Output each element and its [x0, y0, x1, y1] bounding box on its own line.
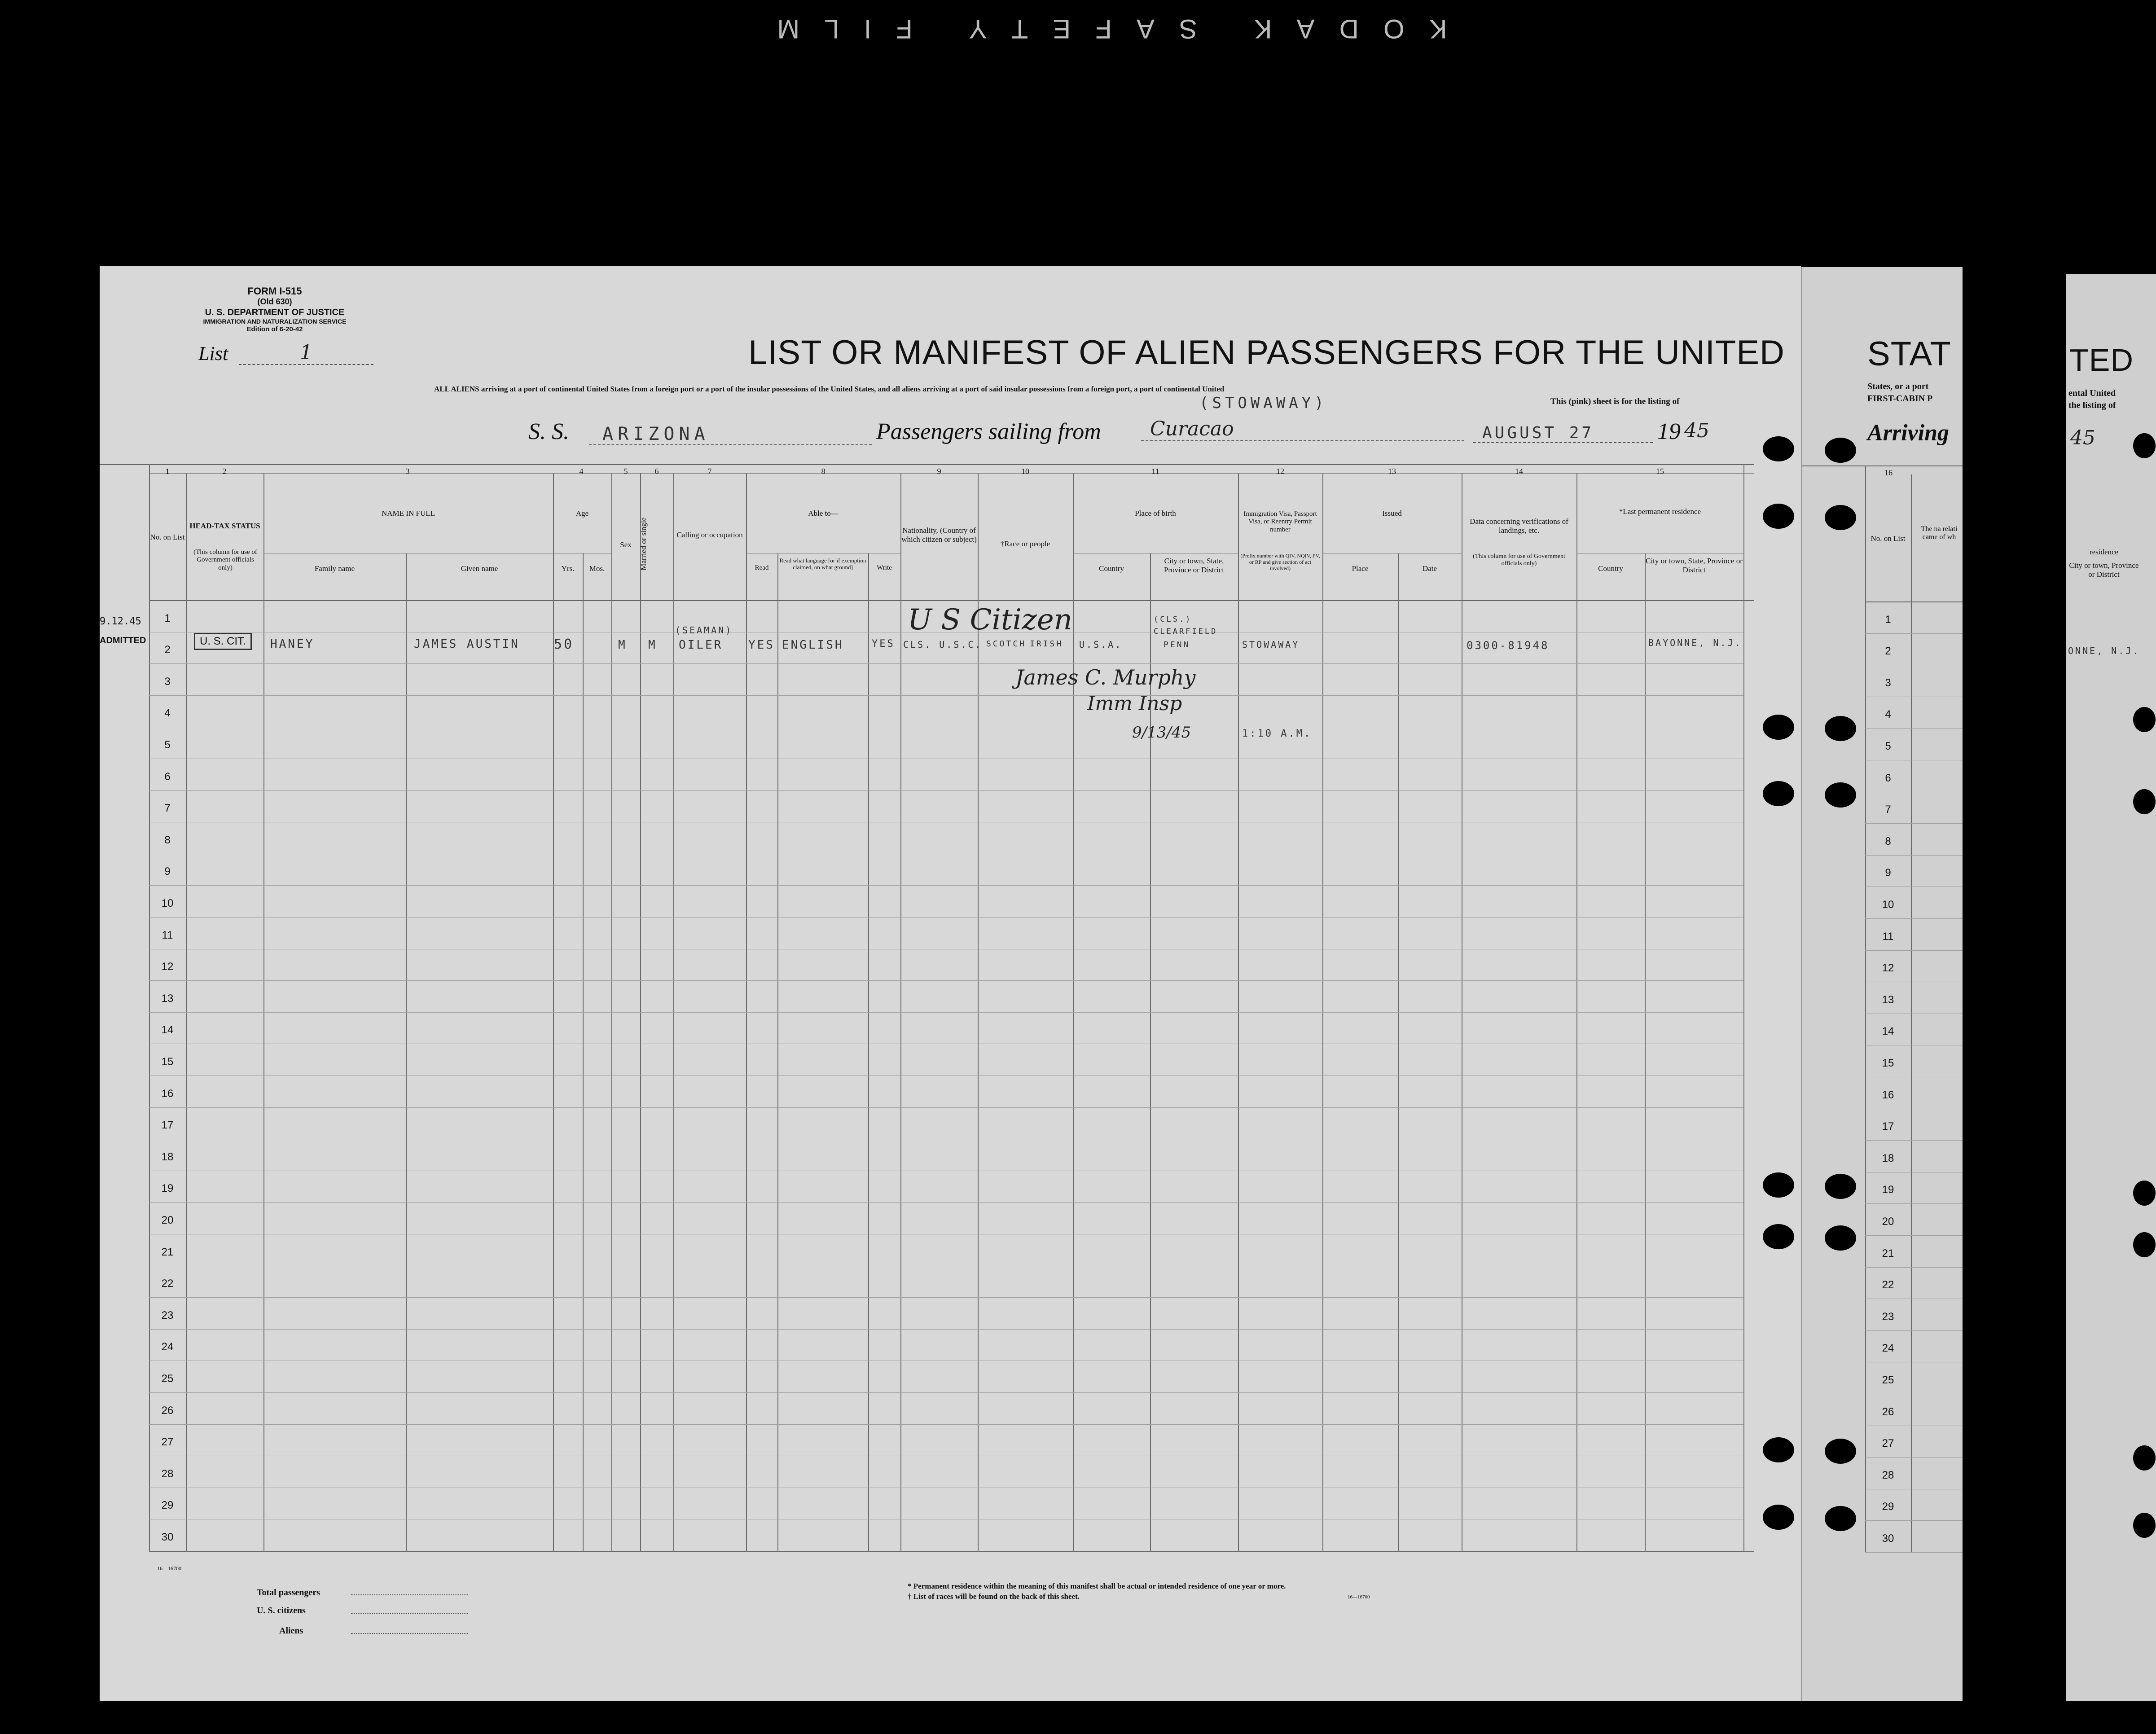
form-number: FORM I-515 [247, 285, 302, 297]
next-sheet-2 [2066, 274, 2156, 1701]
punch-hole [2133, 1232, 2156, 1257]
header-bottom-line [149, 600, 1754, 601]
next-row-number: 17 [1882, 1120, 1894, 1133]
stowaway-note: (STOWAWAY) [1199, 394, 1327, 412]
col-head-able: Able to— [808, 509, 839, 518]
total-passengers-label: Total passengers [257, 1588, 320, 1598]
can-read: YES [748, 638, 775, 652]
aliens-label: Aliens [279, 1626, 303, 1636]
ship-name: ARIZONA [589, 424, 872, 445]
next-sheet [1801, 267, 1963, 1701]
next-sheet-arriving: Arriving [1867, 420, 1950, 446]
col-head-occupation: Calling or occupation [676, 531, 743, 539]
age-years: 50 [554, 637, 574, 652]
given-name: JAMES AUSTIN [414, 637, 520, 651]
next-row-line [1865, 855, 1963, 856]
inspection-time: 1:10 A.M. [1242, 728, 1312, 739]
col-head-name: NAME IN FULL [382, 509, 435, 518]
birth-city-note: (CLS.) CLEARFIELD [1154, 615, 1218, 637]
col-head-tax: HEAD-TAX STATUS [189, 522, 260, 530]
col-head-res-city: City or town, State, Province or District [1646, 557, 1743, 574]
next-row-line [1865, 950, 1963, 951]
sheet2-residence-value: ONNE, N.J. [2068, 645, 2140, 656]
next-sheet-col-line [1865, 465, 1866, 1553]
punch-hole [1825, 438, 1856, 463]
next-row-number: 22 [1882, 1279, 1894, 1291]
row-line [149, 1424, 1743, 1425]
row-number: 8 [164, 834, 171, 846]
punch-hole [1763, 504, 1794, 529]
col-head-age: Age [575, 509, 589, 518]
col-line [868, 553, 869, 1551]
colnum-13: 13 [1388, 467, 1396, 476]
next-row-number: 24 [1882, 1342, 1894, 1354]
next-row-line [1865, 1520, 1963, 1521]
row-line [149, 1297, 1743, 1298]
colnum-5: 5 [624, 467, 628, 476]
row-number: 21 [161, 1246, 174, 1258]
list-value: 1 [239, 341, 373, 365]
colnum-14: 14 [1515, 467, 1523, 476]
punch-hole [1825, 505, 1856, 530]
row-line [149, 1202, 1743, 1203]
row-number: 10 [161, 897, 174, 909]
col-line [1398, 553, 1399, 1551]
punch-hole [1825, 1439, 1856, 1464]
race: SCOTCH [986, 639, 1027, 649]
inspector-signature: James C. Murphy [1015, 665, 1196, 689]
next-row-number: 1 [1885, 614, 1891, 626]
punch-hole [2133, 707, 2156, 732]
row-number: 20 [161, 1214, 174, 1226]
col-head-visa: Immigration Visa, Passport Visa, or Reentry Permit number [1243, 510, 1317, 533]
col-line [1645, 553, 1646, 1551]
occupation: OILER [679, 638, 723, 652]
year-suffix: 45 [1684, 419, 1709, 442]
col-head-yrs: Yrs. [561, 564, 575, 573]
col-head-birthplace: Place of birth [1135, 509, 1176, 518]
departure-port: Curacao [1141, 417, 1464, 441]
manifest-sheet [100, 266, 1801, 1701]
col-head-issued: Issued [1382, 509, 1402, 518]
colnum-6: 6 [654, 467, 659, 476]
col-head-mos: Mos. [589, 564, 605, 573]
colnum-11: 11 [1151, 467, 1159, 476]
colnum-2: 2 [222, 467, 227, 476]
list-label: List [198, 342, 228, 364]
col-head-verification-note: (This column for use of Government officials only) [1473, 553, 1565, 567]
col-head-issued-place: Place [1352, 564, 1369, 573]
col-head-family: Family name [314, 564, 355, 573]
family-name: HANEY [270, 637, 315, 651]
next-row-number: 8 [1885, 835, 1891, 847]
col-head-marital: Married or single [639, 517, 648, 571]
next-row-number: 2 [1885, 645, 1891, 657]
colnum-1: 1 [165, 467, 170, 476]
margin-date: 9.12.45 [100, 616, 141, 627]
col-head-birth-country: Country [1099, 564, 1124, 573]
row-number: 24 [161, 1341, 174, 1353]
row-number: 30 [161, 1531, 174, 1543]
col-head-issued-date: Date [1422, 564, 1437, 573]
row-number: 26 [161, 1405, 174, 1417]
row-line [149, 1392, 1743, 1393]
us-citizen-annotation: U S Citizen [908, 603, 1072, 637]
row-number: 17 [161, 1119, 174, 1131]
colnum-9: 9 [937, 467, 941, 476]
col-head-res-country: Country [1598, 564, 1623, 573]
form-service: IMMIGRATION AND NATURALIZATION SERVICE [203, 317, 347, 325]
row-line [149, 980, 1743, 981]
col-head-birth-city: City or town, State, Province or District [1164, 557, 1225, 574]
punch-hole [2133, 1445, 2156, 1471]
row-number: 18 [161, 1151, 174, 1163]
punch-hole [1825, 1225, 1856, 1251]
next-sheet-sub2: FIRST-CABIN P [1867, 394, 1933, 404]
next-row-line [1865, 1140, 1963, 1141]
row-number: 12 [161, 961, 174, 973]
footnote-races: † List of races will be found on the back of this sheet. [908, 1592, 1080, 1601]
sailing-date: AUGUST 27 [1473, 424, 1653, 443]
colnum-10: 10 [1021, 467, 1029, 476]
film-edge-text: KODAK SAFETY FILM [752, 14, 1447, 44]
col-line [1743, 464, 1744, 1551]
col-head-visa-note: (Prefix number with QIV, NQIV, PV, or RP and give section of act involved) [1240, 553, 1320, 571]
next-row-line [1865, 728, 1963, 729]
next-row-line [1865, 1330, 1963, 1331]
next-row-number: 11 [1882, 931, 1894, 943]
next-row-number: 18 [1882, 1152, 1894, 1164]
row-number: 13 [161, 992, 174, 1005]
col-head-read: Read [755, 564, 769, 571]
print-code: 16—16700 [1348, 1594, 1370, 1600]
us-citizens-label: U. S. citizens [257, 1606, 306, 1615]
punch-hole [1763, 781, 1794, 806]
next-row-number: 21 [1882, 1247, 1894, 1260]
next-row-line [1865, 918, 1963, 919]
row-number: 29 [161, 1499, 174, 1511]
birth-country: U.S.A. [1079, 639, 1123, 650]
verification-data: 0300-81948 [1467, 639, 1550, 652]
punch-hole [1763, 1505, 1794, 1530]
next-row-number: 19 [1882, 1184, 1894, 1196]
manifest-subtitle: ALL ALIENS arriving at a port of continental United States from a foreign port or a port of the insular possessions of the United States, and all aliens arriving at a port of said insular possessions from a foreign port, a port of continental United [434, 385, 1225, 393]
next-sheet-line [1865, 601, 1963, 602]
row-line [149, 695, 1743, 696]
sheet2-sub1: ental United [2068, 388, 2116, 398]
col-line [777, 553, 778, 1551]
row-line [149, 663, 1743, 664]
pink-sheet-note: This (pink) sheet is for the listing of [1550, 397, 1680, 406]
row-number: 19 [161, 1182, 174, 1194]
aliens-field [351, 1633, 468, 1634]
row-number: 7 [164, 802, 171, 814]
footnote-residence: * Permanent residence within the meaning of this manifest shall be actual or intended residence of one year or more. [908, 1582, 1286, 1590]
next-row-number: 23 [1882, 1311, 1894, 1323]
next-sheet-sub1: States, or a port [1867, 382, 1929, 391]
next-row-number: 25 [1882, 1374, 1894, 1386]
nationality: CLS. U.S.C. [903, 639, 983, 650]
inspection-date: 9/13/45 [1132, 724, 1191, 742]
punch-hole [1825, 782, 1856, 808]
next-row-number: 5 [1885, 740, 1891, 752]
colnum-8: 8 [821, 467, 826, 476]
row-line [149, 1329, 1743, 1330]
marital-status: M [648, 638, 657, 652]
sheet2-residence: residence [2089, 548, 2119, 556]
next-row-number: 10 [1882, 899, 1894, 911]
form-edition: Edition of 6-20-42 [246, 325, 303, 333]
next-row-number: 16 [1882, 1089, 1894, 1101]
next-row-number: 27 [1882, 1437, 1894, 1449]
next-row-line [1865, 1235, 1963, 1236]
row-number: 1 [164, 612, 171, 624]
punch-hole [1763, 1437, 1794, 1462]
punch-hole [2133, 433, 2156, 458]
col-head-given: Given name [461, 564, 498, 573]
row-number: 11 [162, 929, 173, 941]
next-row-number: 4 [1885, 708, 1891, 720]
col-head-residence: *Last permanent residence [1619, 507, 1701, 516]
next-row-number: 28 [1882, 1469, 1894, 1481]
colnum-15: 15 [1656, 467, 1664, 476]
next-row-line [1865, 1267, 1963, 1268]
print-code-left: 16—16700 [157, 1565, 181, 1572]
row-number: 23 [161, 1309, 174, 1321]
col-head-verification: Data concerning verifications of landings, etc. [1470, 517, 1568, 535]
colnum-12: 12 [1276, 467, 1284, 476]
col-head-race: †Race or people [1000, 540, 1050, 548]
col-line [406, 553, 407, 1551]
row-number: 9 [164, 865, 171, 878]
row-number: 15 [161, 1056, 174, 1068]
punch-hole [2133, 1181, 2156, 1206]
margin-status: ADMITTED [100, 636, 146, 645]
col-line [583, 553, 584, 1551]
col-head-nationality: Nationality, (Country of which citizen or subject) [901, 526, 977, 544]
sheet2-city-head: City or town, Province or District [2069, 561, 2139, 579]
form-old-number: (Old 630) [257, 297, 292, 307]
next-row-number: 13 [1882, 994, 1894, 1006]
punch-hole [2133, 1513, 2156, 1538]
next-sheet-line [1802, 465, 1963, 466]
row-number: 6 [164, 771, 171, 783]
colnum-7: 7 [707, 467, 712, 476]
punch-hole [1825, 1174, 1856, 1199]
next-row-number: 15 [1882, 1057, 1894, 1069]
inspector-title: Imm Insp [1087, 692, 1182, 715]
ss-label: S. S. [528, 419, 569, 444]
head-tax-stamp: U. S. CIT. [194, 633, 252, 650]
next-row-number: 26 [1882, 1406, 1894, 1418]
punch-hole [2133, 789, 2156, 814]
row-number: 14 [161, 1024, 174, 1036]
row-number: 3 [164, 676, 171, 688]
punch-hole [1763, 1224, 1794, 1249]
row-line [149, 1107, 1743, 1108]
punch-hole [1763, 715, 1794, 740]
next-row-number: 3 [1885, 677, 1891, 689]
next-row-line [1865, 633, 1963, 634]
language: ENGLISH [782, 638, 844, 652]
next-sheet-title: STAT [1867, 335, 1951, 373]
birth-city: PENN [1164, 640, 1190, 650]
punch-hole [1763, 1172, 1794, 1198]
col-head-sex: Sex [620, 540, 632, 549]
form-department: U. S. DEPARTMENT OF JUSTICE [205, 307, 345, 317]
row-line [149, 1012, 1743, 1013]
next-row-number: 29 [1882, 1501, 1894, 1513]
can-write: YES [872, 638, 895, 650]
row-number: 5 [164, 739, 171, 751]
col-head-tax-note: (This column for use of Government officials only) [193, 549, 257, 571]
punch-hole [1825, 1506, 1856, 1531]
manifest-title: LIST OR MANIFEST OF ALIEN PASSENGERS FOR THE UNITED [748, 334, 1785, 372]
col-head-no: No. on List [150, 533, 185, 541]
us-citizens-field [351, 1613, 468, 1614]
next-row-number: 14 [1882, 1025, 1894, 1037]
visa-number: STOWAWAY [1242, 639, 1300, 650]
sheet2-year: 45 [2070, 426, 2095, 449]
col-line [149, 464, 150, 1551]
table-bottom-line [149, 1551, 1754, 1552]
row-number: 16 [161, 1088, 174, 1100]
next-row-line [1865, 1552, 1963, 1553]
race-struck: IRISH [1030, 639, 1063, 649]
row-number: 2 [164, 644, 171, 656]
next-row-line [1865, 823, 1963, 824]
next-row-number: 6 [1885, 772, 1891, 784]
total-passengers-field [351, 1594, 468, 1595]
next-row-number: 9 [1885, 867, 1891, 879]
colnum-3: 3 [405, 467, 410, 476]
row-number: 4 [164, 707, 171, 719]
next-row-number: 7 [1885, 803, 1891, 816]
punch-hole [1825, 716, 1856, 741]
next-row-number: 20 [1882, 1216, 1894, 1228]
row-number: 27 [161, 1436, 174, 1448]
row-number: 22 [161, 1277, 174, 1290]
col-head-write: Write [877, 564, 892, 571]
table-top-line [100, 464, 1754, 465]
next-row-number: 30 [1882, 1532, 1894, 1545]
form-header [180, 285, 369, 334]
occupation-note: (SEAMAN) [675, 625, 733, 636]
col-head-language: Read what language [or if exemption claimed, on what ground] [779, 557, 866, 571]
colnum-4: 4 [579, 467, 584, 476]
next-row-line [1865, 1203, 1963, 1204]
row-number: 25 [161, 1373, 174, 1385]
residence-city: BAYONNE, N.J. [1648, 637, 1742, 648]
sheet2-sub2: the listing of [2068, 400, 2116, 410]
sex: M [618, 638, 627, 652]
row-line [149, 885, 1743, 886]
row-line [149, 790, 1743, 791]
year-prefix: 19 [1657, 419, 1681, 444]
row-number: 28 [161, 1468, 174, 1480]
punch-hole [1763, 436, 1794, 461]
next-row-number: 12 [1882, 962, 1894, 974]
next-col-head-fragment: The na relati came of wh [1921, 525, 1958, 541]
sheet2-title: TED [2069, 342, 2134, 378]
sailing-label: Passengers sailing from [876, 419, 1101, 444]
next-col-head-no: No. on List [1871, 534, 1906, 543]
next-colnum-16: 16 [1884, 468, 1893, 477]
